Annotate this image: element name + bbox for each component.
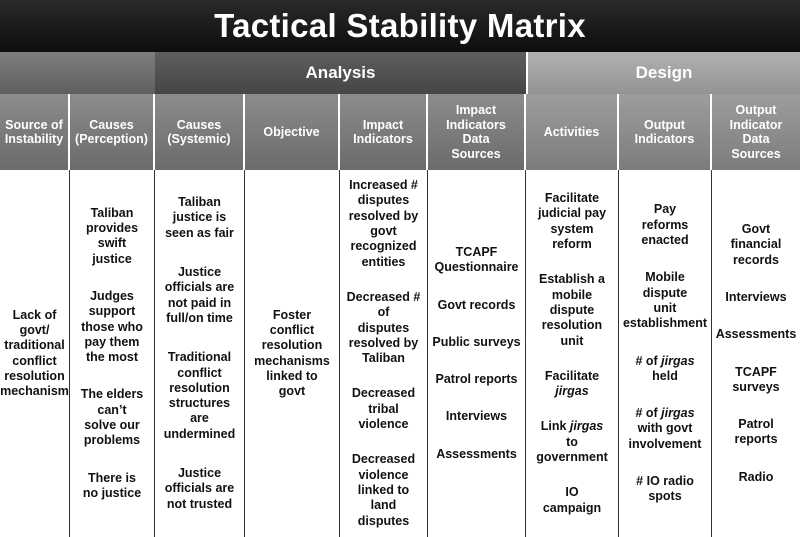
section-header-blank — [0, 52, 155, 94]
column-cell — [619, 170, 712, 537]
page-title: Tactical Stability Matrix — [0, 0, 800, 52]
cell-item-stack — [623, 202, 707, 504]
column-header: Impact Indicators Data Sources — [428, 94, 526, 170]
section-header-analysis: Analysis — [155, 52, 526, 94]
cell-item: Justice officials are not paid in full/on time — [164, 265, 235, 325]
cell-item: Patrol reports — [734, 417, 778, 447]
column-header: Source of Instability — [0, 94, 70, 170]
column-header: Causes (Perception) — [70, 94, 155, 170]
cell-item: Interviews — [725, 289, 787, 304]
cell-item: Taliban provides swift justice — [85, 205, 139, 266]
cell-item-stack — [536, 191, 608, 516]
column-header: Activities — [526, 94, 619, 170]
column-header: Output Indicators — [619, 94, 712, 170]
cell-item: Mobile dispute unit establishment — [622, 270, 708, 331]
cell-item: Pay reforms enacted — [641, 202, 689, 248]
cell-item: # of jirgas with govt involvement — [628, 406, 702, 451]
column-cell — [70, 170, 155, 537]
column-header: Impact Indicators — [340, 94, 428, 170]
cell-item: Assessments — [436, 446, 517, 461]
column-cell — [0, 170, 70, 537]
cell-item: TCAPF Questionnaire — [434, 244, 519, 275]
column-cell — [340, 170, 428, 537]
section-header-design: Design — [526, 52, 800, 94]
column-header: Causes (Systemic) — [155, 94, 245, 170]
cell-item: There is no justice — [82, 470, 142, 500]
cell-item: Decreased # of disputes resolved by Taliban — [346, 289, 421, 366]
cell-item: Traditional conflict resolution structures are undermined — [163, 350, 236, 441]
cell-item-stack — [254, 308, 330, 400]
cell-item: Patrol reports — [435, 372, 518, 387]
cell-item: Interviews — [445, 409, 508, 424]
column-cell — [428, 170, 526, 537]
cell-item: Govt financial records — [730, 222, 782, 267]
cell-item-stack — [164, 195, 236, 512]
column-cell — [712, 170, 800, 537]
cell-item: Establish a mobile dispute resolution unit — [538, 272, 605, 348]
cell-item: Justice officials are not trusted — [164, 465, 235, 511]
column-header: Output Indicator Data Sources — [712, 94, 800, 170]
cell-item-stack — [0, 308, 69, 400]
cell-item-stack — [716, 222, 797, 485]
cell-item: Decreased tribal violence — [351, 386, 416, 432]
cell-item: Lack of govt/ traditional conflict resolution mechanism — [0, 307, 69, 399]
cell-item-stack — [347, 178, 421, 529]
column-cell — [155, 170, 245, 537]
cell-item: Foster conflict resolution mechanisms linked to govt — [254, 307, 330, 399]
cell-item: # of jirgas held — [635, 353, 695, 383]
column-header: Objective — [245, 94, 340, 170]
cell-item: Facilitate jirgas — [544, 368, 600, 399]
cell-item: Link jirgas to government — [536, 419, 608, 464]
cell-item: Decreased violence linked to land disputes — [351, 452, 416, 528]
cell-item: Taliban justice is seen as fair — [165, 195, 234, 240]
column-cell — [245, 170, 340, 537]
cell-item: Govt records — [437, 297, 516, 312]
cell-item: Radio — [738, 469, 774, 484]
cell-item: Facilitate judicial pay system reform — [537, 191, 607, 252]
cell-item-stack — [81, 206, 144, 501]
cell-item: Judges support those who pay them the most — [81, 288, 143, 365]
column-cell — [526, 170, 619, 537]
cell-item: Increased # disputes resolved by govt recognized entities — [348, 178, 419, 269]
cell-item-stack — [432, 245, 520, 462]
cell-item: IO campaign — [542, 485, 602, 515]
cell-item: # IO radio spots — [636, 473, 694, 504]
cell-item: TCAPF surveys — [732, 364, 780, 394]
cell-item: Assessments — [715, 327, 797, 342]
cell-item: Public surveys — [432, 334, 521, 349]
cell-item: The elders can’t solve our problems — [80, 387, 144, 448]
